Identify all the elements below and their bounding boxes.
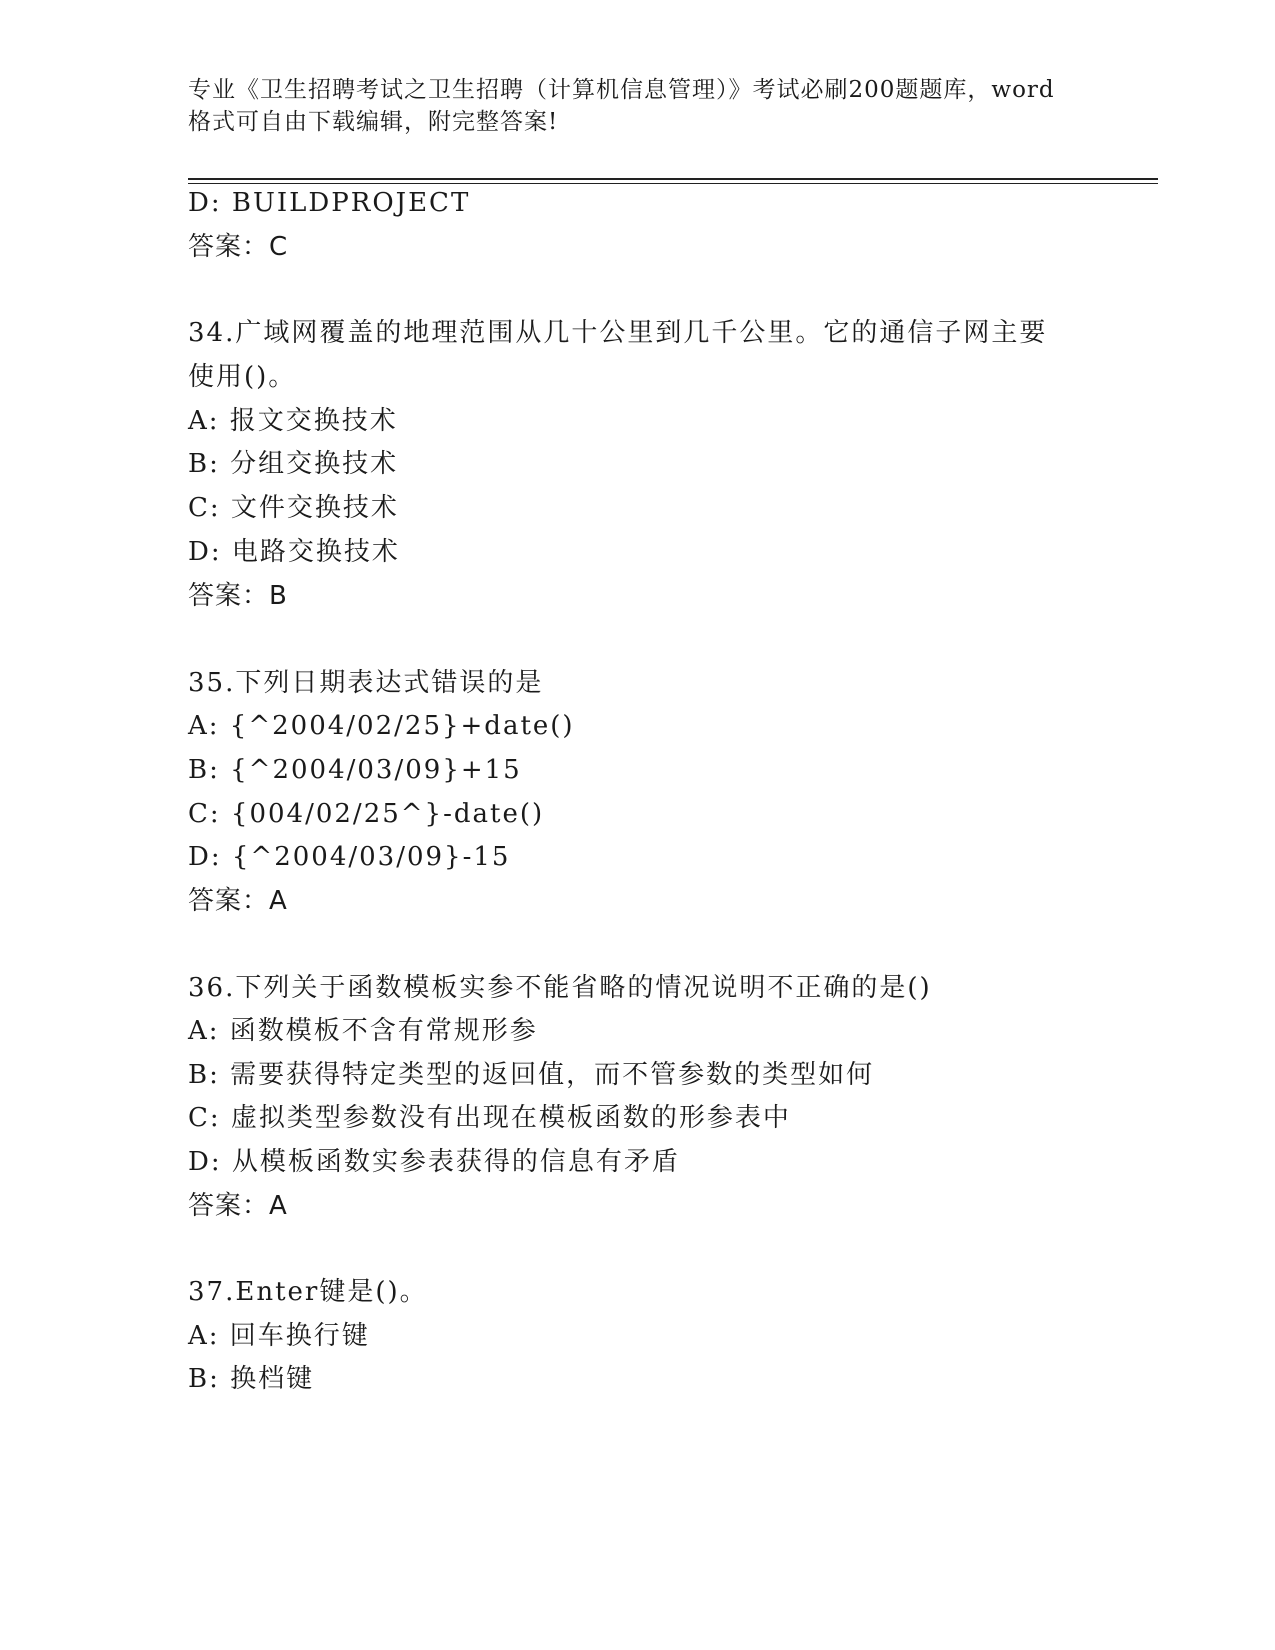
- q34-option-b: B: 分组交换技术: [188, 449, 399, 479]
- q35-option-d: D: {^2004/03/09}-15: [188, 842, 511, 872]
- q35-option-a: A: {^2004/02/25}+date(): [188, 711, 575, 741]
- q34-option-c: C: 文件交换技术: [188, 493, 399, 523]
- q34-answer: 答案：B: [188, 581, 288, 611]
- header-line-2: 格式可自由下载编辑，附完整答案!: [188, 109, 559, 135]
- q34-option-a: A: 报文交换技术: [188, 406, 398, 436]
- q35-answer: 答案：A: [188, 886, 288, 916]
- q37-option-a: A: 回车换行键: [188, 1321, 370, 1351]
- q34-stem-line-1: 34.广域网覆盖的地理范围从几十公里到几千公里。它的通信子网主要: [188, 318, 1048, 348]
- document-header: [188, 74, 1088, 138]
- header-rule-thin: [188, 183, 1158, 184]
- q36-option-a: A: 函数模板不含有常规形参: [188, 1016, 538, 1046]
- q35-option-c: C: {004/02/25^}-date(): [188, 799, 545, 829]
- prev-answer: 答案：C: [188, 232, 289, 262]
- q36-option-b: B: 需要获得特定类型的返回值，而不管参数的类型如何: [188, 1060, 875, 1090]
- q37-option-b: B: 换档键: [188, 1364, 315, 1394]
- header-rule-thick: [188, 178, 1158, 180]
- q34-stem-line-2: 使用()。: [188, 362, 297, 392]
- q36-option-c: C: 虚拟类型参数没有出现在模板函数的形参表中: [188, 1103, 791, 1133]
- q36-stem: 36.下列关于函数模板实参不能省略的情况说明不正确的是(): [188, 973, 932, 1003]
- q35-stem: 35.下列日期表达式错误的是: [188, 668, 544, 698]
- header-line-1: 专业《卫生招聘考试之卫生招聘（计算机信息管理）》考试必刷200题题库，word: [188, 77, 1055, 103]
- q36-option-d: D: 从模板函数实参表获得的信息有矛盾: [188, 1147, 680, 1177]
- q37-stem: 37.Enter键是()。: [188, 1277, 428, 1307]
- q36-answer: 答案：A: [188, 1191, 288, 1221]
- prev-option-d: D: BUILDPROJECT: [188, 188, 471, 218]
- q34-option-d: D: 电路交换技术: [188, 537, 400, 567]
- q35-option-b: B: {^2004/03/09}+15: [188, 755, 522, 785]
